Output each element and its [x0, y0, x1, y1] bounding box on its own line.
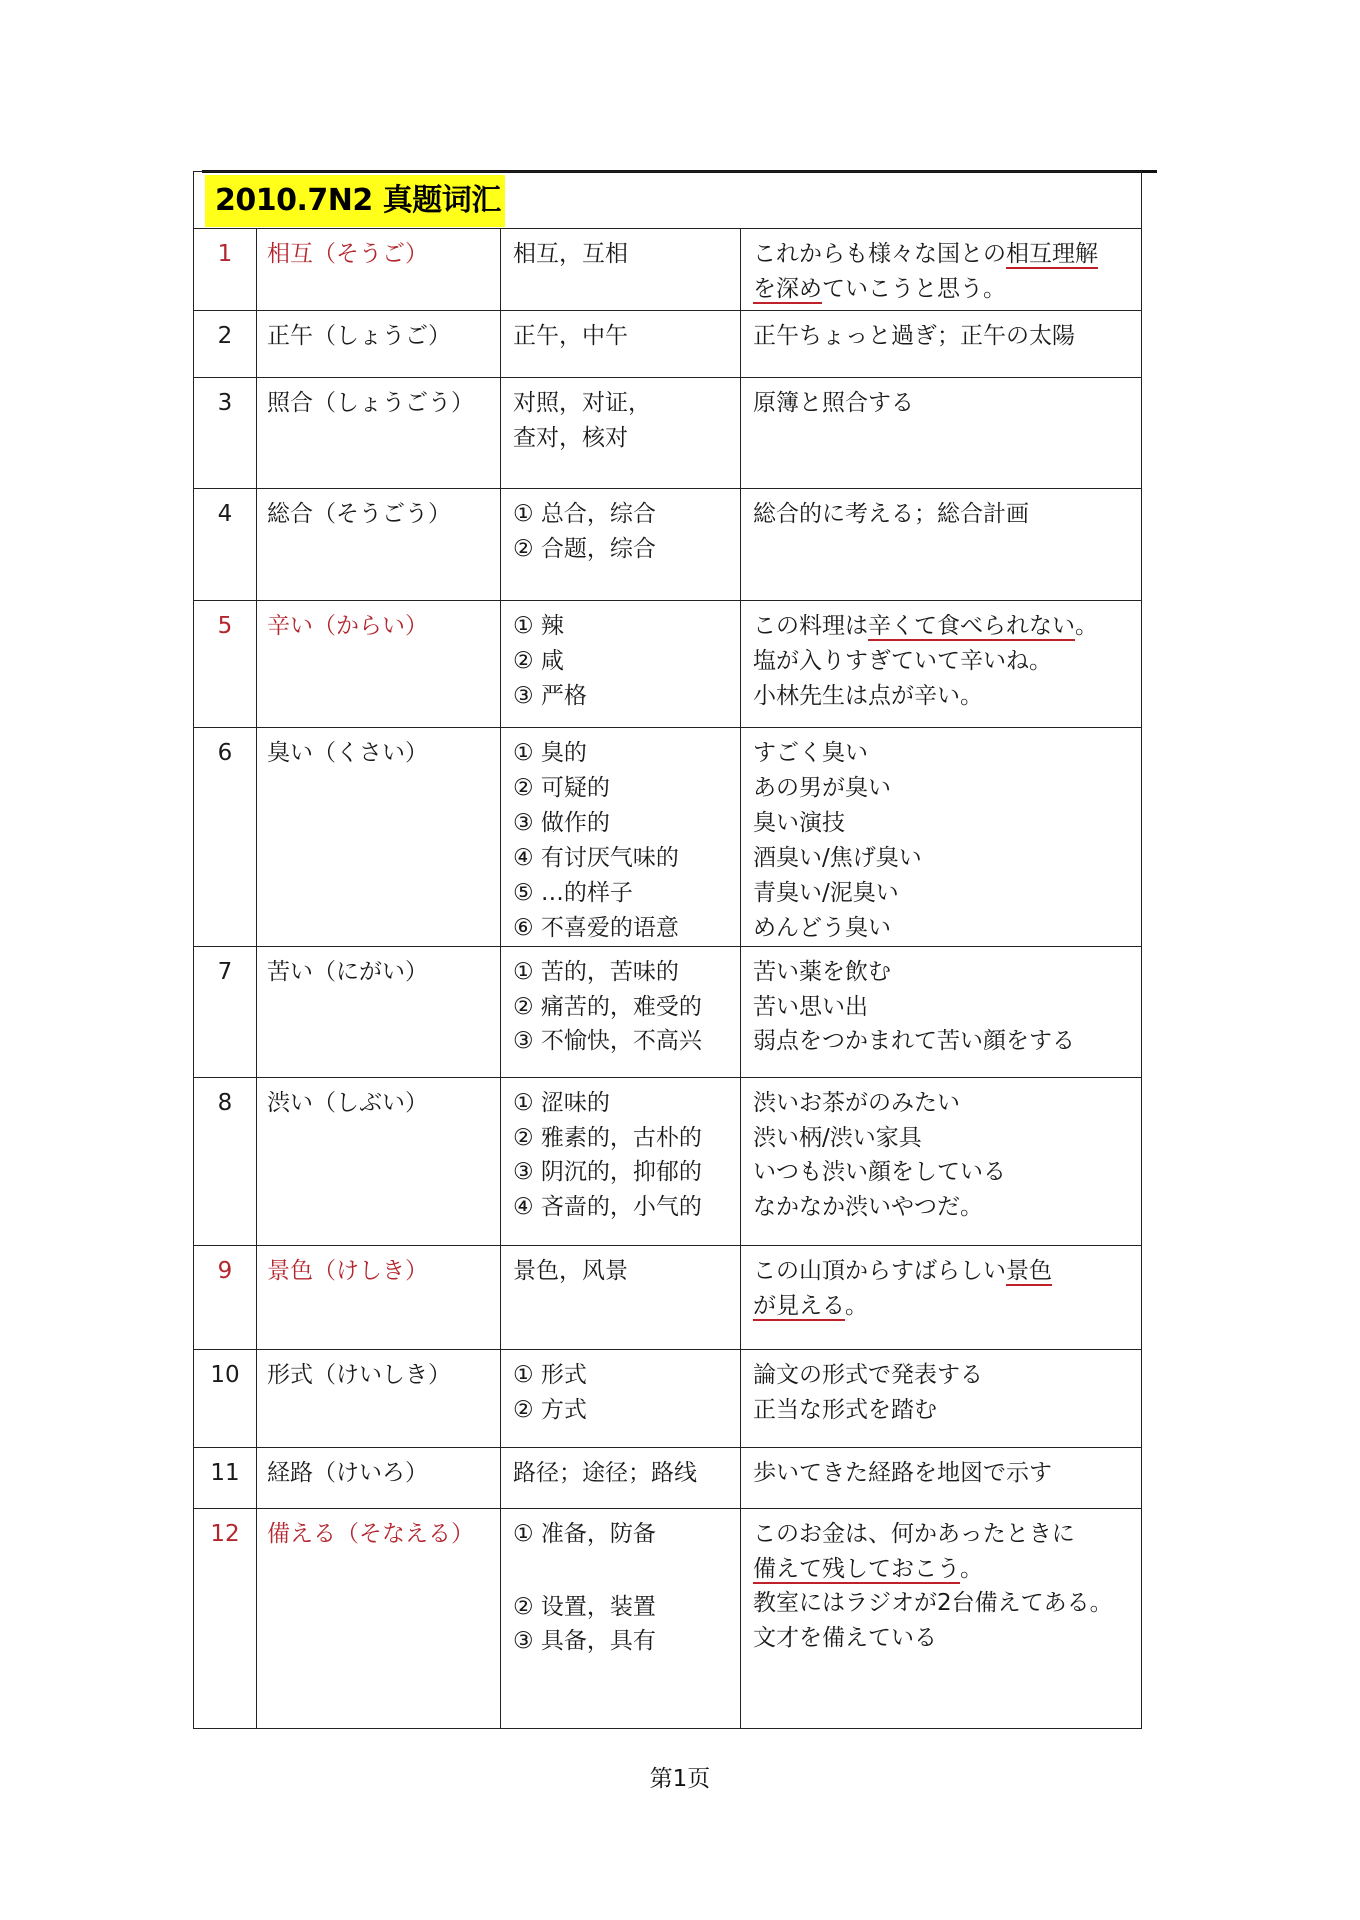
- meaning-line: ③ 不愉快，不高兴: [513, 1028, 702, 1054]
- example-cell: [741, 1448, 1142, 1509]
- example-text: 正当な形式を踏む: [753, 1396, 937, 1423]
- meaning-line: ① 辣: [513, 613, 564, 639]
- row-number: 12: [194, 1509, 257, 1729]
- example-text: 小林先生は点が辛い。: [753, 683, 983, 709]
- example-sentence: [753, 955, 1141, 990]
- example-sentence: [753, 1517, 1141, 1552]
- row-number: 7: [194, 947, 257, 1078]
- example-text: 臭い演技: [753, 810, 845, 836]
- vocab-table: [193, 171, 1142, 1729]
- example-sentence: [753, 609, 1141, 644]
- example-cell: [741, 947, 1142, 1078]
- example-sentence: [753, 771, 1141, 806]
- row-number: 1: [194, 229, 257, 311]
- row-number: 5: [194, 601, 257, 728]
- meaning-line: ④ 有讨厌气味的: [513, 845, 679, 871]
- example-text: 。: [1075, 613, 1098, 639]
- example-sentence: [753, 1121, 1141, 1156]
- meaning-line: ② 咸: [513, 648, 564, 674]
- meaning-line: [513, 1552, 740, 1590]
- page-title: 2010.7N2 真题词汇: [205, 175, 505, 227]
- example-sentence: [753, 911, 1141, 946]
- example-sentence: [753, 990, 1141, 1025]
- example-text: 歩いてきた経路を地図で示す: [753, 1460, 1052, 1486]
- example-text: めんどう臭い: [753, 915, 891, 941]
- vocab-row: [194, 1509, 1142, 1729]
- vocab-row: [194, 728, 1142, 947]
- meaning-line: ⑥ 不喜爱的语意: [513, 915, 679, 941]
- example-sentence: [753, 1621, 1141, 1656]
- meaning-cell: [501, 947, 741, 1078]
- example-cell: [741, 378, 1142, 489]
- meaning-cell: [501, 1078, 741, 1246]
- example-text: 論文の形式で発表する: [753, 1362, 983, 1388]
- example-text: この料理は: [753, 613, 868, 639]
- row-number: 10: [194, 1350, 257, 1448]
- row-number: 2: [194, 311, 257, 378]
- example-text: 塩が入りすぎていて辛いね。: [753, 648, 1052, 674]
- example-sentence: [753, 1586, 1141, 1621]
- row-number: 6: [194, 728, 257, 947]
- meaning-cell: [501, 1448, 741, 1509]
- example-sentence: [753, 1456, 1141, 1491]
- example-sentence: [753, 1358, 1141, 1393]
- meaning-line: ② 痛苦的，难受的: [513, 993, 702, 1020]
- vocab-row: [194, 1078, 1142, 1246]
- vocab-row: [194, 947, 1142, 1078]
- title-cell: [194, 172, 1142, 229]
- example-cell: [741, 229, 1142, 311]
- meaning-line: ① 总合，综合: [513, 501, 656, 527]
- example-sentence: [753, 1254, 1141, 1289]
- vocab-word: 相互（そうご）: [257, 229, 501, 311]
- meaning-cell: [501, 1509, 741, 1729]
- meaning-line: ① 形式: [513, 1362, 587, 1388]
- example-sentence: [753, 644, 1141, 679]
- example-text: いつも渋い顔をしている: [753, 1159, 1006, 1185]
- example-cell: [741, 1078, 1142, 1246]
- row-number: 4: [194, 489, 257, 601]
- example-cell: [741, 1509, 1142, 1729]
- vocab-row: [194, 378, 1142, 489]
- meaning-cell: [501, 311, 741, 378]
- meaning-line: ② 合题，综合: [513, 535, 656, 562]
- vocab-word: 備える（そなえる）: [257, 1509, 501, 1729]
- example-sentence: [753, 272, 1141, 307]
- example-text: あの男が臭い: [753, 775, 891, 801]
- example-text: この山頂からすばらしい: [753, 1258, 1006, 1284]
- underlined-phrase: 相互理解: [1006, 241, 1098, 267]
- underlined-phrase: が見える: [753, 1292, 845, 1319]
- example-cell: [741, 311, 1142, 378]
- example-cell: [741, 489, 1142, 601]
- example-text: 原簿と照合する: [753, 390, 914, 416]
- meaning-line: 对照，对证，: [513, 390, 651, 416]
- meaning-line: ② 方式: [513, 1396, 587, 1423]
- example-text: 渋い柄/渋い家具: [753, 1124, 922, 1151]
- example-text: 苦い薬を飲む: [753, 959, 891, 985]
- underlined-phrase: 備えて残しておこう: [753, 1555, 960, 1582]
- vocab-row: [194, 489, 1142, 601]
- meaning-cell: [501, 1246, 741, 1350]
- vocab-row: [194, 1350, 1142, 1448]
- example-text: 文才を備えている: [753, 1624, 937, 1651]
- meaning-line: 查对，核对: [513, 424, 628, 451]
- example-cell: [741, 1350, 1142, 1448]
- meaning-line: ③ 严格: [513, 683, 587, 709]
- example-text: 青臭い/泥臭い: [753, 880, 899, 906]
- row-number: 8: [194, 1078, 257, 1246]
- example-text: 正午ちょっと過ぎ；正午の太陽: [753, 323, 1075, 349]
- meaning-cell: [501, 489, 741, 601]
- meaning-cell: [501, 601, 741, 728]
- underlined-phrase: 景色: [1006, 1258, 1052, 1284]
- meaning-cell: [501, 728, 741, 947]
- vocab-word: 正午（しょうご）: [257, 311, 501, 378]
- example-text: なかなか渋いやつだ。: [753, 1193, 983, 1220]
- vocab-word: 経路（けいろ）: [257, 1448, 501, 1509]
- vocab-row: [194, 1246, 1142, 1350]
- row-number: 9: [194, 1246, 257, 1350]
- vocab-word: 総合（そうごう）: [257, 489, 501, 601]
- meaning-line: ② 可疑的: [513, 775, 610, 801]
- meaning-line: ③ 具备，具有: [513, 1628, 656, 1654]
- example-text: 総合的に考える；総合計画: [753, 501, 1029, 527]
- meaning-cell: [501, 229, 741, 311]
- example-sentence: [753, 1155, 1141, 1190]
- vocab-row: [194, 229, 1142, 311]
- example-sentence: [753, 497, 1141, 532]
- underlined-phrase: を深め: [753, 275, 822, 302]
- vocab-word: 辛い（からい）: [257, 601, 501, 728]
- title-row: [194, 172, 1142, 229]
- vocab-word: 景色（けしき）: [257, 1246, 501, 1350]
- page-number: 第1页: [649, 1766, 711, 1792]
- meaning-cell: [501, 1350, 741, 1448]
- meaning-line: 相互，互相: [513, 241, 628, 267]
- example-text: すごく臭い: [753, 740, 868, 766]
- meaning-line: ① 涩味的: [513, 1090, 610, 1116]
- meaning-line: ③ 做作的: [513, 810, 610, 836]
- example-sentence: [753, 1190, 1141, 1225]
- example-text: 渋いお茶がのみたい: [753, 1090, 960, 1116]
- row-number: 3: [194, 378, 257, 489]
- example-text: このお金は、何かあったときに: [753, 1521, 1075, 1547]
- vocab-word: 苦い（にがい）: [257, 947, 501, 1078]
- example-cell: [741, 601, 1142, 728]
- meaning-line: 正午，中午: [513, 323, 628, 349]
- example-text: 教室にはラジオが2台備えてある。: [753, 1590, 1113, 1616]
- meaning-line: ③ 阴沉的，抑郁的: [513, 1159, 702, 1185]
- example-sentence: [753, 1552, 1141, 1587]
- example-text: 。: [845, 1292, 868, 1319]
- example-sentence: [753, 1393, 1141, 1428]
- meaning-line: ⑤ …的样子: [513, 880, 633, 906]
- example-sentence: [753, 736, 1141, 771]
- example-text: これからも様々な国との: [753, 241, 1006, 267]
- example-sentence: [753, 1024, 1141, 1059]
- example-cell: [741, 1246, 1142, 1350]
- vocab-row: [194, 601, 1142, 728]
- meaning-line: ② 设置，装置: [513, 1593, 656, 1620]
- example-text: 弱点をつかまれて苦い顔をする: [753, 1028, 1075, 1054]
- example-cell: [741, 728, 1142, 947]
- vocab-word: 渋い（しぶい）: [257, 1078, 501, 1246]
- meaning-line: ④ 吝啬的，小气的: [513, 1193, 702, 1220]
- example-text: 酒臭い/焦げ臭い: [753, 845, 922, 871]
- example-sentence: [753, 841, 1141, 876]
- example-sentence: [753, 319, 1141, 354]
- example-sentence: [753, 806, 1141, 841]
- meaning-line: 景色，风景: [513, 1258, 628, 1284]
- example-sentence: [753, 237, 1141, 272]
- example-text: ていこうと思う。: [822, 275, 1006, 302]
- example-text: 。: [960, 1555, 983, 1582]
- vocab-word: 臭い（くさい）: [257, 728, 501, 947]
- row-number: 11: [194, 1448, 257, 1509]
- example-sentence: [753, 1086, 1141, 1121]
- example-sentence: [753, 876, 1141, 911]
- example-sentence: [753, 1289, 1141, 1324]
- vocab-word: 照合（しょうごう）: [257, 378, 501, 489]
- underlined-phrase: 辛くて食べられない: [868, 613, 1075, 639]
- meaning-line: 路径；途径；路线: [513, 1460, 697, 1486]
- vocab-row: [194, 1448, 1142, 1509]
- meaning-line: ① 苦的，苦味的: [513, 959, 679, 985]
- example-sentence: [753, 679, 1141, 714]
- vocab-word: 形式（けいしき）: [257, 1350, 501, 1448]
- example-text: 苦い思い出: [753, 993, 868, 1020]
- vocab-row: [194, 311, 1142, 378]
- example-sentence: [753, 386, 1141, 421]
- meaning-line: ② 雅素的，古朴的: [513, 1124, 702, 1151]
- meaning-line: ① 臭的: [513, 740, 587, 766]
- meaning-cell: [501, 378, 741, 489]
- meaning-line: ① 准备，防备: [513, 1521, 656, 1547]
